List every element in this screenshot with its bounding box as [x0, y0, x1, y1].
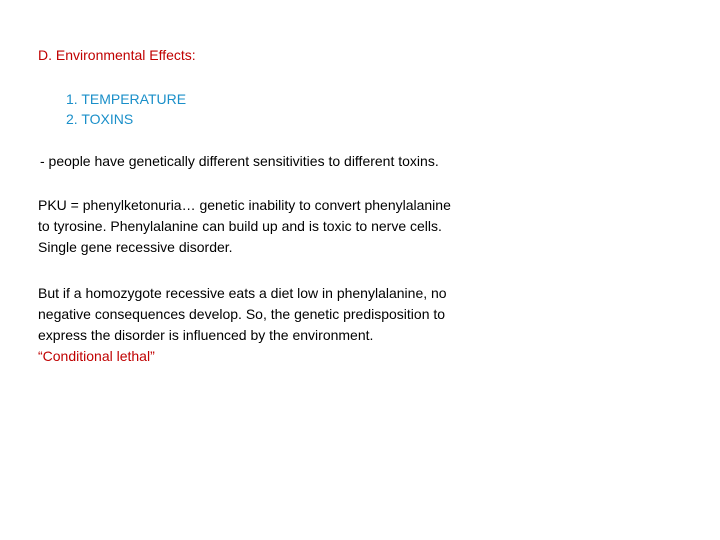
list-item-toxins: 2. TOXINS: [66, 111, 134, 127]
diet-paragraph: [38, 283, 558, 367]
paragraph-line: negative consequences develop. So, the genetic predisposition to: [38, 306, 446, 322]
paragraph-line: to tyrosine. Phenylalanine can build up and is toxic to nerve cells.: [38, 218, 442, 234]
paragraph-line: express the disorder is influenced by the environment.: [38, 327, 374, 343]
paragraph-line: PKU = phenylketonuria… genetic inability to convert phenylalanine: [38, 197, 451, 213]
paragraph-line: But if a homozygote recessive eats a diet low in phenylalanine, no: [38, 285, 447, 301]
paragraph-line: Single gene recessive disorder.: [38, 239, 233, 255]
section-heading: D. Environmental Effects:: [38, 47, 196, 63]
list-item-temperature: 1. TEMPERATURE: [66, 91, 187, 107]
paragraph-line: - people have genetically different sensitivities to different toxins.: [40, 153, 439, 169]
effects-list: [66, 89, 186, 129]
conditional-lethal-label: “Conditional lethal”: [38, 348, 155, 364]
toxin-sensitivity-paragraph: [40, 151, 560, 172]
pku-paragraph: [38, 195, 558, 258]
